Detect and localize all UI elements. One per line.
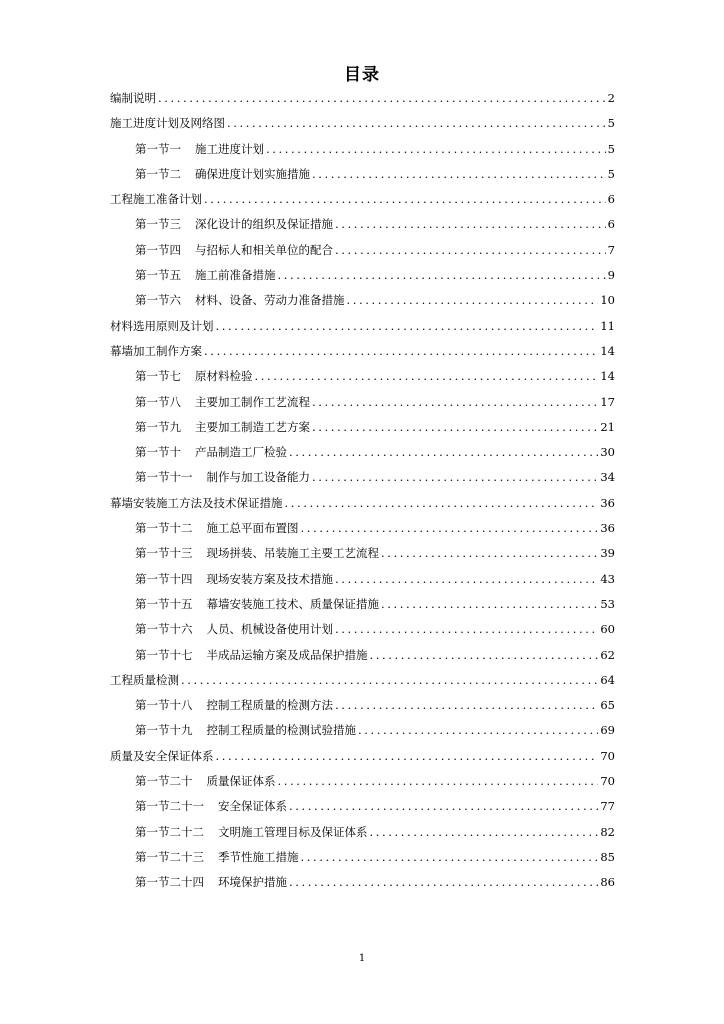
toc-page-number: 6 [607,217,615,232]
toc-section-number: 第一节十 [135,445,181,460]
toc-entry-section[interactable] [110,440,615,465]
toc-label: 与招标人和相关单位的配合 [195,242,333,257]
toc-entry-chapter[interactable] [110,187,615,212]
toc-entry-chapter[interactable] [110,668,615,693]
toc-section-number: 第一节十六 [135,622,193,637]
toc-leader-dots [255,364,599,389]
toc-label: 控制工程质量的检测方法 [206,698,333,713]
toc-entry-section[interactable] [110,364,615,389]
toc-label: 主要加工制作工艺流程 [195,394,310,409]
toc-leader-dots [301,845,599,870]
toc-section-number: 第一节一 [135,141,181,156]
toc-section-number: 第一节十五 [135,596,193,611]
toc-section-number: 第一节四 [135,242,181,257]
toc-leader-dots [312,162,606,187]
toc-entry-section[interactable] [110,820,615,845]
toc-label: 现场安装方案及技术措施 [206,571,333,586]
toc-leader-dots [285,491,599,516]
toc-label: 幕墙安装施工方法及技术保证措施 [110,495,283,510]
toc-label: 确保进度计划实施措施 [195,166,310,181]
toc-leader-dots [381,541,598,566]
toc-entry-section[interactable] [110,693,615,718]
toc-entry-section[interactable] [110,718,615,743]
toc-label: 季节性施工措施 [218,849,299,864]
toc-page-number: 2 [607,91,615,105]
toc-entry-section[interactable] [110,238,615,263]
toc-page-number: 9 [607,268,615,283]
toc-label: 文明施工管理目标及保证体系 [218,824,368,839]
toc-section-number: 第一节三 [135,217,181,232]
toc-page-number: 36 [600,521,615,536]
toc-label: 产品制造工厂检验 [195,445,287,460]
toc-leader-dots [204,339,598,364]
toc-leader-dots [289,870,598,895]
toc-entry-section[interactable] [110,643,615,668]
toc-label: 主要加工制造工艺方案 [195,419,310,434]
toc-section-number: 第一节二十一 [135,799,204,814]
toc-label: 原材料检验 [195,369,253,384]
toc-leader-dots [335,617,598,642]
toc-leader-dots [204,187,606,212]
toc-page-number: 70 [600,774,615,789]
toc-leader-dots [370,643,599,668]
toc-page-number: 17 [600,394,615,409]
toc-section-number: 第一节十四 [135,571,193,586]
toc-section-number: 第一节六 [135,293,181,308]
toc-page-number: 64 [600,672,615,687]
toc-leader-dots [216,744,599,769]
toc-section-number: 第一节二十四 [135,875,204,890]
toc-section-number: 第一节十九 [135,723,193,738]
toc-entry-chapter[interactable] [110,744,615,769]
toc-entry-section[interactable] [110,870,615,895]
table-of-contents [110,86,615,896]
toc-label: 深化设计的组织及保证措施 [195,217,333,232]
toc-label: 制作与加工设备能力 [206,470,310,485]
toc-section-number: 第一节十二 [135,521,193,536]
toc-page-number: 14 [600,369,615,384]
toc-page-number: 36 [600,495,615,510]
toc-label: 环境保护措施 [218,875,287,890]
toc-label: 现场拼装、吊装施工主要工艺流程 [206,546,379,561]
toc-entry-section[interactable] [110,390,615,415]
toc-leader-dots [216,314,599,339]
toc-entry-section[interactable] [110,592,615,617]
toc-label: 人员、机械设备使用计划 [206,622,333,637]
toc-page-number: 5 [607,166,615,181]
page-number: 1 [358,953,366,964]
toc-leader-dots [335,238,606,263]
toc-page-number: 5 [607,141,615,156]
toc-label: 施工进度计划 [195,141,264,156]
toc-section-number: 第一节十一 [135,470,193,485]
toc-entry-section[interactable] [110,794,615,819]
toc-section-number: 第一节五 [135,268,181,283]
toc-page-number: 34 [600,470,615,485]
toc-entry-section[interactable] [110,162,615,187]
toc-page-number: 82 [600,824,615,839]
toc-label: 半成品运输方案及成品保护措施 [206,647,368,662]
toc-leader-dots [289,440,598,465]
toc-page-number: 7 [607,242,615,257]
toc-page-number: 10 [600,293,615,308]
toc-section-number: 第一节十七 [135,647,193,662]
toc-page-number: 62 [600,647,615,662]
toc-section-number: 第一节九 [135,419,181,434]
toc-entry-section[interactable] [110,541,615,566]
toc-label: 材料、设备、劳动力准备措施 [195,293,345,308]
toc-leader-dots [278,769,599,794]
toc-label: 幕墙安装施工技术、质量保证措施 [206,596,379,611]
toc-leader-dots [227,111,606,136]
toc-section-number: 第一节二十二 [135,824,204,839]
toc-leader-dots [347,288,599,313]
toc-section-number: 第一节八 [135,394,181,409]
toc-leader-dots [289,794,598,819]
toc-leader-dots [278,263,606,288]
toc-entry-section[interactable] [110,263,615,288]
page-title: 目录 [344,65,380,85]
toc-leader-dots [301,516,599,541]
toc-leader-dots [158,86,606,111]
toc-entry-section[interactable] [110,769,615,794]
toc-page-number: 86 [600,875,615,890]
toc-page-number: 21 [600,419,615,434]
toc-page-number: 69 [600,723,615,738]
toc-label: 工程质量检测 [110,672,179,687]
toc-entry-chapter[interactable] [110,314,615,339]
toc-entry-section[interactable] [110,465,615,490]
toc-leader-dots [181,668,598,693]
toc-leader-dots [335,212,606,237]
toc-entry-section[interactable] [110,415,615,440]
toc-page-number: 39 [600,546,615,561]
toc-label: 质量保证体系 [206,774,276,789]
toc-entry-section[interactable] [110,212,615,237]
toc-leader-dots [312,465,598,490]
toc-entry-section[interactable] [110,845,615,870]
toc-entry-section[interactable] [110,288,615,313]
toc-page-number: 43 [600,571,615,586]
toc-entry-section[interactable] [110,617,615,642]
toc-leader-dots [381,592,598,617]
toc-section-number: 第一节二十三 [135,849,204,864]
toc-section-number: 第一节二十 [135,774,193,789]
toc-entry-section[interactable] [110,567,615,592]
toc-label: 安全保证体系 [218,799,287,814]
toc-leader-dots [266,137,606,162]
toc-label: 幕墙加工制作方案 [110,343,202,358]
toc-label: 编制说明 [110,91,156,105]
toc-leader-dots [370,820,599,845]
toc-page-number: 30 [600,445,615,460]
toc-entry-chapter[interactable] [110,86,615,111]
toc-section-number: 第一节十三 [135,546,193,561]
toc-label: 施工进度计划及网络图 [110,116,225,131]
toc-page-number: 70 [600,748,615,763]
toc-entry-section[interactable] [110,137,615,162]
toc-page-number: 53 [600,596,615,611]
toc-page-number: 77 [600,799,615,814]
toc-page-number: 5 [607,116,615,131]
toc-section-number: 第一节七 [135,369,181,384]
toc-page-number: 14 [600,343,615,358]
toc-leader-dots [312,415,598,440]
toc-section-number: 第一节二 [135,166,181,181]
toc-leader-dots [335,567,598,592]
toc-page-number: 85 [600,849,615,864]
toc-page-number: 60 [600,622,615,637]
toc-entry-chapter[interactable] [110,339,615,364]
toc-label: 施工前准备措施 [195,268,276,283]
toc-section-number: 第一节十八 [135,698,193,713]
toc-label: 控制工程质量的检测试验措施 [206,723,356,738]
toc-leader-dots [335,693,598,718]
toc-label: 施工总平面布置图 [206,521,299,536]
toc-leader-dots [312,390,598,415]
toc-page-number: 65 [600,698,615,713]
toc-page-number: 11 [600,318,615,333]
toc-page-number: 6 [607,192,615,207]
toc-leader-dots [358,718,598,743]
toc-entry-section[interactable] [110,516,615,541]
toc-label: 材料选用原则及计划 [110,318,214,333]
toc-label: 工程施工准备计划 [110,192,202,207]
toc-entry-chapter[interactable] [110,491,615,516]
toc-label: 质量及安全保证体系 [110,748,214,763]
toc-entry-chapter[interactable] [110,111,615,136]
